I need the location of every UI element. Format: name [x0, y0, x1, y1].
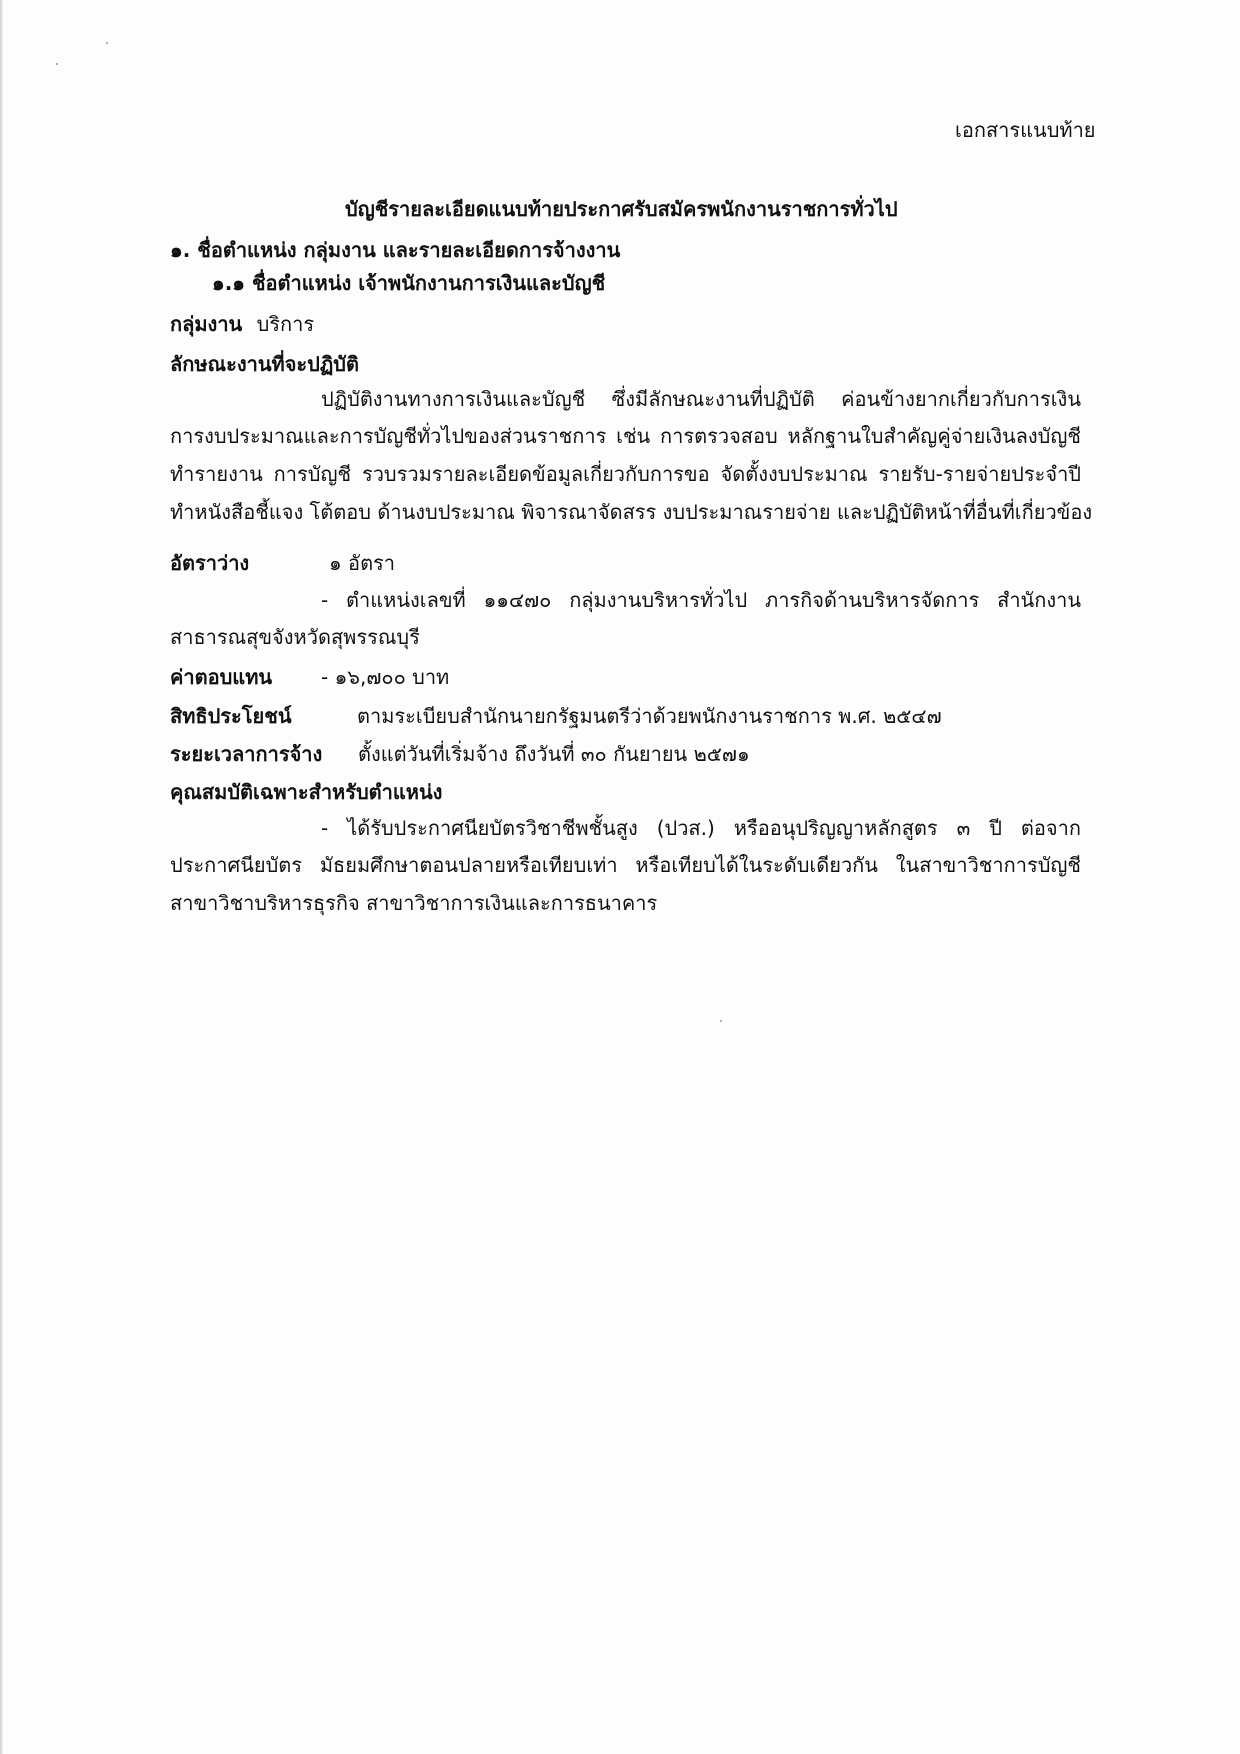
group-row — [170, 311, 314, 337]
section-1-heading: ๑. ชื่อตำแหน่ง กลุ่มงาน และรายละเอียดการจ้างงาน — [170, 238, 621, 262]
duties-line: การงบประมาณและการบัญชีทั่วไปของส่วนราชการ เช่น การตรวจสอบ หลักฐานใบสำคัญคู่จ่ายเงินลงบัญชี — [170, 424, 1081, 448]
qualification-line: ประกาศนียบัตร มัธยมศึกษาตอนปลายหรือเทียบเท่า หรือเทียบได้ในระดับเดียวกัน ในสาขาวิชาการบัญชี — [170, 853, 1081, 877]
duties-line: ทำหนังสือชี้แจง โต้ตอบ ด้านงบประมาณ พิจารณาจัดสรร งบประมาณรายจ่าย และปฏิบัติหน้าที่อื่นที่เกี่ยวข้อง — [170, 500, 1093, 524]
section-1-1-heading: ๑.๑ ชื่อตำแหน่ง เจ้าพนักงานการเงินและบัญชี — [212, 271, 606, 295]
benefits-value: ตามระเบียบสำนักนายกรัฐมนตรีว่าด้วยพนักงานราชการ พ.ศ. ๒๕๔๗ — [357, 704, 942, 728]
attachment-label: เอกสารแนบท้าย — [955, 118, 1096, 142]
vacancy-label: อัตราว่าง — [170, 551, 250, 575]
qualification-line: - ได้รับประกาศนียบัตรวิชาชีพชั้นสูง (ปวส.) หรืออนุปริญญาหลักสูตร ๓ ปี ต่อจาก — [321, 816, 1081, 840]
compensation-value: - ๑๖,๗๐๐ บาท — [321, 665, 450, 689]
period-value: ตั้งแต่วันที่เริ่มจ้าง ถึงวันที่ ๓๐ กันยายน ๒๕๗๑ — [358, 742, 750, 766]
group-value: บริการ — [256, 312, 315, 336]
qualifications-heading: คุณสมบัติเฉพาะสำหรับตำแหน่ง — [170, 780, 443, 804]
scan-speck — [720, 1020, 722, 1022]
compensation-label: ค่าตอบแทน — [170, 665, 273, 689]
benefits-label: สิทธิประโยชน์ — [170, 704, 292, 728]
vacancy-detail-line: สาธารณสุขจังหวัดสุพรรณบุรี — [170, 625, 420, 649]
vacancy-detail-line: - ตำแหน่งเลขที่ ๑๑๔๗๐ กลุ่มงานบริหารทั่วไป ภารกิจด้านบริหารจัดการ สำนักงาน — [321, 588, 1081, 612]
qualification-line: สาขาวิชาบริหารธุรกิจ สาขาวิชาการเงินและการธนาคาร — [170, 891, 658, 915]
duties-line: ทำรายงาน การบัญชี รวบรวมรายละเอียดข้อมูลเกี่ยวกับการขอ จัดตั้งงบประมาณ รายรับ-รายจ่ายประจำปี — [170, 462, 1081, 486]
group-label: กลุ่มงาน — [170, 312, 243, 336]
scan-edge — [0, 0, 3, 1754]
duties-heading: ลักษณะงานที่จะปฏิบัติ — [170, 352, 359, 376]
duties-line: ปฏิบัติงานทางการเงินและบัญชี ซึ่งมีลักษณะงานที่ปฏิบัติ ค่อนข้างยากเกี่ยวกับการเงิน — [321, 387, 1081, 411]
vacancy-value: ๑ อัตรา — [329, 551, 396, 575]
scan-speck — [56, 63, 58, 65]
document-title: บัญชีรายละเอียดแนบท้ายประกาศรับสมัครพนักงานราชการทั่วไป — [345, 197, 898, 221]
scan-speck — [106, 42, 108, 44]
period-label: ระยะเวลาการจ้าง — [170, 742, 323, 766]
